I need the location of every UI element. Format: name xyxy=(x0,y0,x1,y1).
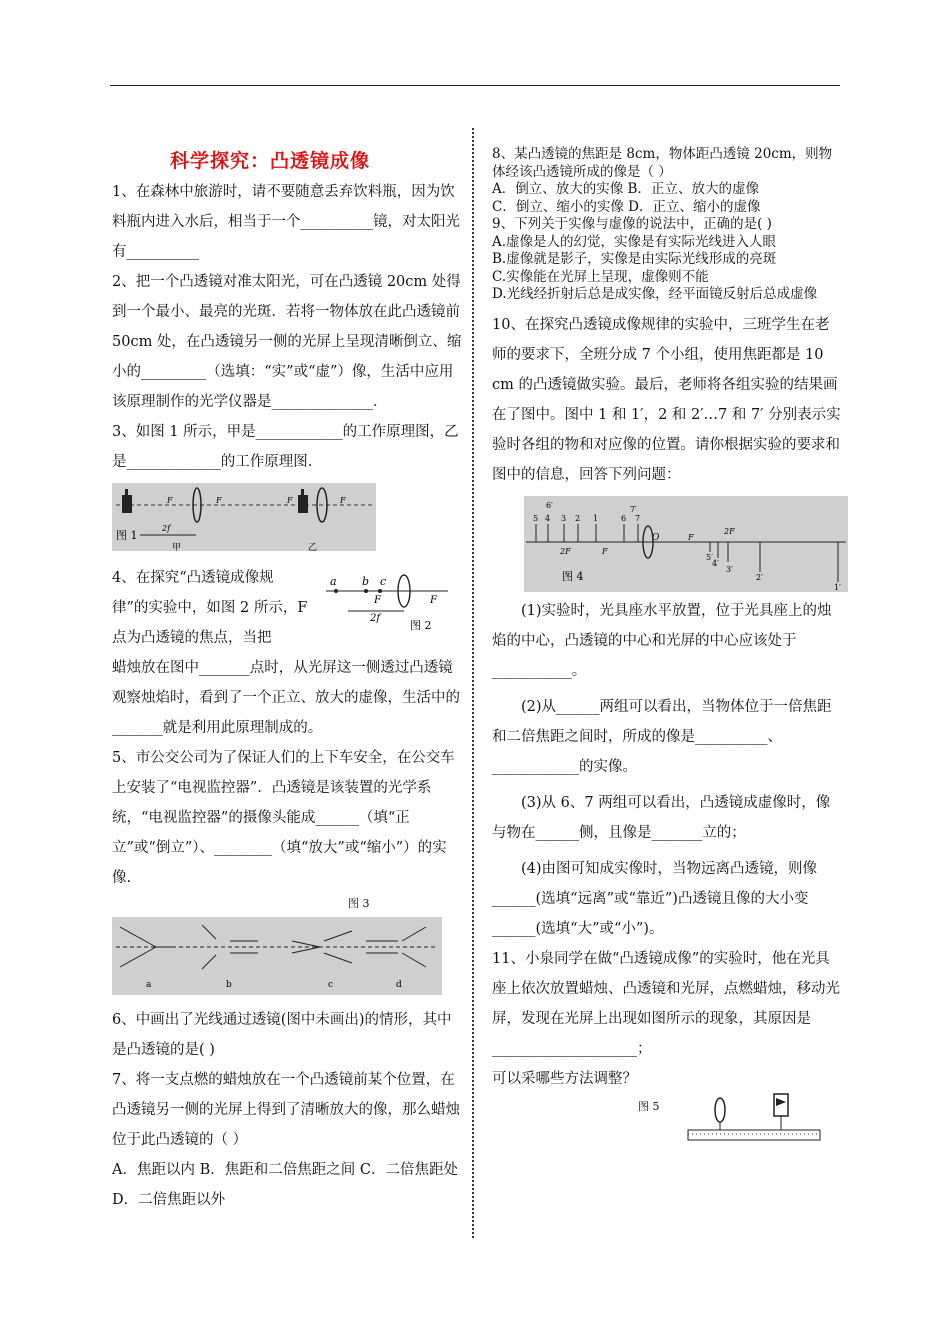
svg-text:图 4: 图 4 xyxy=(562,569,584,583)
figure-1-diagram xyxy=(112,483,376,551)
figure-5-diagram xyxy=(684,1090,824,1146)
column-divider xyxy=(472,128,474,1238)
question-5: 5、市公交公司为了保证人们的上下车安全，在公交车上安装了“电视监控器”．凸透镜是该装置的光学系统，“电视监控器”的摄像头能成______（填“正立”或“倒立”）、________（填“放大”或“缩小”）的实像. xyxy=(112,750,455,886)
question-8: 8、某凸透镜的焦距是 8cm，物体距凸透镜 20cm，则物体经该凸透镜所成的像是（ ） xyxy=(492,146,833,180)
svg-text:c: c xyxy=(328,980,334,990)
svg-text:7: 7 xyxy=(635,513,641,523)
svg-text:图 2: 图 2 xyxy=(410,619,432,632)
svg-text:5: 5 xyxy=(533,513,539,523)
question-10-4: (4)由图可知成实像时，当物远离凸透镜，则像______(选填“远离”或“靠近”)凸透镜且像的大小变______(选填“大”或“小”)。 xyxy=(492,860,818,937)
svg-text:2F: 2F xyxy=(560,546,571,556)
lens-icon xyxy=(715,1098,725,1122)
question-1: 1、在森林中旅游时，请不要随意丢弃饮料瓶，因为饮料瓶内进入水后，相当于一个__________镜，对太阳光有__________ xyxy=(112,184,460,260)
question-10: 10、在探究凸透镜成像规律的实验中，三班学生在老师的要求下，全班分成 7 个小组，使用焦距都是 10 cm 的凸透镜做实验。最后，老师将各组实验的结果画在了图中。图中 1 和 1′，2 和 2′…7 和 7′ 分别表示实验时各组的物和对应像的位置。请你根据实验的要求和图中的信息，回答下列问题： xyxy=(492,316,841,483)
svg-text:3′: 3′ xyxy=(726,564,733,574)
question-11b: 可以采哪些方法调整？ xyxy=(492,1070,637,1087)
svg-text:b: b xyxy=(362,575,370,588)
svg-text:6′: 6′ xyxy=(546,500,553,510)
question-6: 6、中画出了光线通过透镜(图中未画出)的情形，其中是凸透镜的是( ) xyxy=(112,1012,452,1058)
svg-text:甲: 甲 xyxy=(172,543,182,551)
svg-text:F: F xyxy=(430,595,437,606)
question-7: 7、将一支点燃的蜡烛放在一个凸透镜前某个位置，在凸透镜另一侧的光屏上得到了清晰放大的像，那么蜡烛位于此凸透镜的（ ） xyxy=(112,1072,460,1148)
svg-text:图 1: 图 1 xyxy=(116,529,138,542)
figure-5-label: 图 5 xyxy=(638,1099,660,1113)
svg-text:F: F xyxy=(167,496,173,505)
svg-text:2f: 2f xyxy=(162,524,171,533)
question-3: 3、如图 1 所示，甲是____________的工作原理图，乙是_____________的工作原理图. xyxy=(112,424,459,470)
svg-text:F: F xyxy=(602,546,608,556)
question-9-option-b: B.虚像就是影子，实像是由实际光线形成的亮斑 xyxy=(492,251,777,267)
svg-text:4: 4 xyxy=(545,513,551,523)
question-9-option-a: A.虚像是人的幻觉，实像是有实际光线进入人眼 xyxy=(492,233,777,250)
svg-text:1: 1 xyxy=(593,513,599,523)
question-8-options-cd: C．倒立、缩小的实像 D．正立、缩小的虚像 xyxy=(492,198,761,215)
svg-text:7′: 7′ xyxy=(630,504,637,514)
svg-text:F: F xyxy=(287,496,293,505)
question-10-3: (3)从 6、7 两组可以看出，凸透镜成虚像时，像与物在______侧，且像是_______立的； xyxy=(492,794,831,841)
svg-text:c: c xyxy=(380,575,387,588)
svg-text:F: F xyxy=(340,496,346,505)
svg-text:4′: 4′ xyxy=(712,558,719,568)
candle-icon xyxy=(122,495,132,513)
right-column xyxy=(492,146,842,1154)
svg-text:F: F xyxy=(374,595,381,606)
svg-text:d: d xyxy=(396,980,402,990)
question-4b: 蜡烛放在图中_______点时，从光屏这一侧透过凸透镜观察烛焰时，看到了一个正立、放大的虚像，生活中的_______就是利用此原理制成的。 xyxy=(112,660,460,736)
left-column xyxy=(112,146,464,1215)
figure-1 xyxy=(112,483,376,551)
figure-4 xyxy=(524,496,848,592)
svg-text:2f: 2f xyxy=(370,613,381,624)
question-8-options-ab: A．倒立、放大的实像 B．正立、放大的虚像 xyxy=(492,181,759,197)
svg-text:b: b xyxy=(226,980,232,990)
svg-text:2′: 2′ xyxy=(756,572,763,582)
svg-text:a: a xyxy=(146,980,152,990)
svg-text:3: 3 xyxy=(561,513,567,523)
svg-text:乙: 乙 xyxy=(308,543,318,551)
question-9: 9、下列关于实像与虚像的说法中，正确的是( ) xyxy=(492,216,772,232)
figure-5-block xyxy=(492,1094,842,1154)
question-10-2: (2)从______两组可以看出，当物体位于一倍焦距和二倍焦距之间时，所成的像是__________、____________的实像。 xyxy=(492,698,832,775)
question-9-option-d: D.光线经折射后总是成实像，经平面镜反射后总成虚像 xyxy=(492,286,818,302)
question-9-option-c: C.实像能在光屏上呈现，虚像则不能 xyxy=(492,268,709,285)
figure-4-diagram xyxy=(524,496,848,592)
svg-text:1′: 1′ xyxy=(834,582,841,592)
figure-2 xyxy=(322,573,452,635)
question-11: 11、小泉同学在做“凸透镜成像”的实验时，他在光具座上依次放置蜡烛、凸透镜和光屏，点燃蜡烛，移动光屏，发现在光屏上出现如图所示的现象，其原因是____________________； xyxy=(492,950,840,1057)
figure-3-diagram xyxy=(112,917,442,995)
svg-text:6: 6 xyxy=(621,513,627,523)
question-7-options: A．焦距以内 B．焦距和二倍焦距之间 C．二倍焦距处 D．二倍焦距以外 xyxy=(112,1162,458,1208)
question-2: 2、把一个凸透镜对准太阳光，可在凸透镜 20cm 处得到一个最小、最亮的光斑．若将一物体放在此凸透镜前 50cm 处，在凸透镜另一侧的光屏上呈现清晰倒立、缩小的_________（选填：“实”或“虚”）像，生活中应用该原理制作的光学仪器是______________． xyxy=(112,274,462,410)
svg-text:F: F xyxy=(216,496,222,505)
svg-text:5′: 5′ xyxy=(706,552,713,562)
svg-text:2F: 2F xyxy=(724,526,735,536)
page-title: 科学探究：凸透镜成像 xyxy=(170,150,371,172)
svg-text:2: 2 xyxy=(575,513,581,523)
svg-text:O: O xyxy=(652,532,660,543)
figure-3 xyxy=(112,917,442,995)
question-4-block xyxy=(112,563,464,653)
svg-text:a: a xyxy=(330,575,337,588)
question-10-1: (1)实验时，光具座水平放置，位于光具座上的烛焰的中心，凸透镜的中心和光屏的中心应该处于___________。 xyxy=(492,602,832,679)
question-4a: 4、在探究“凸透镜成像规律”的实验中，如图 2 所示，F 点为凸透镜的焦点，当把 xyxy=(112,570,308,646)
header-rule xyxy=(110,85,840,86)
svg-text:F: F xyxy=(688,532,694,542)
figure-3-label: 图 3 xyxy=(348,897,370,910)
